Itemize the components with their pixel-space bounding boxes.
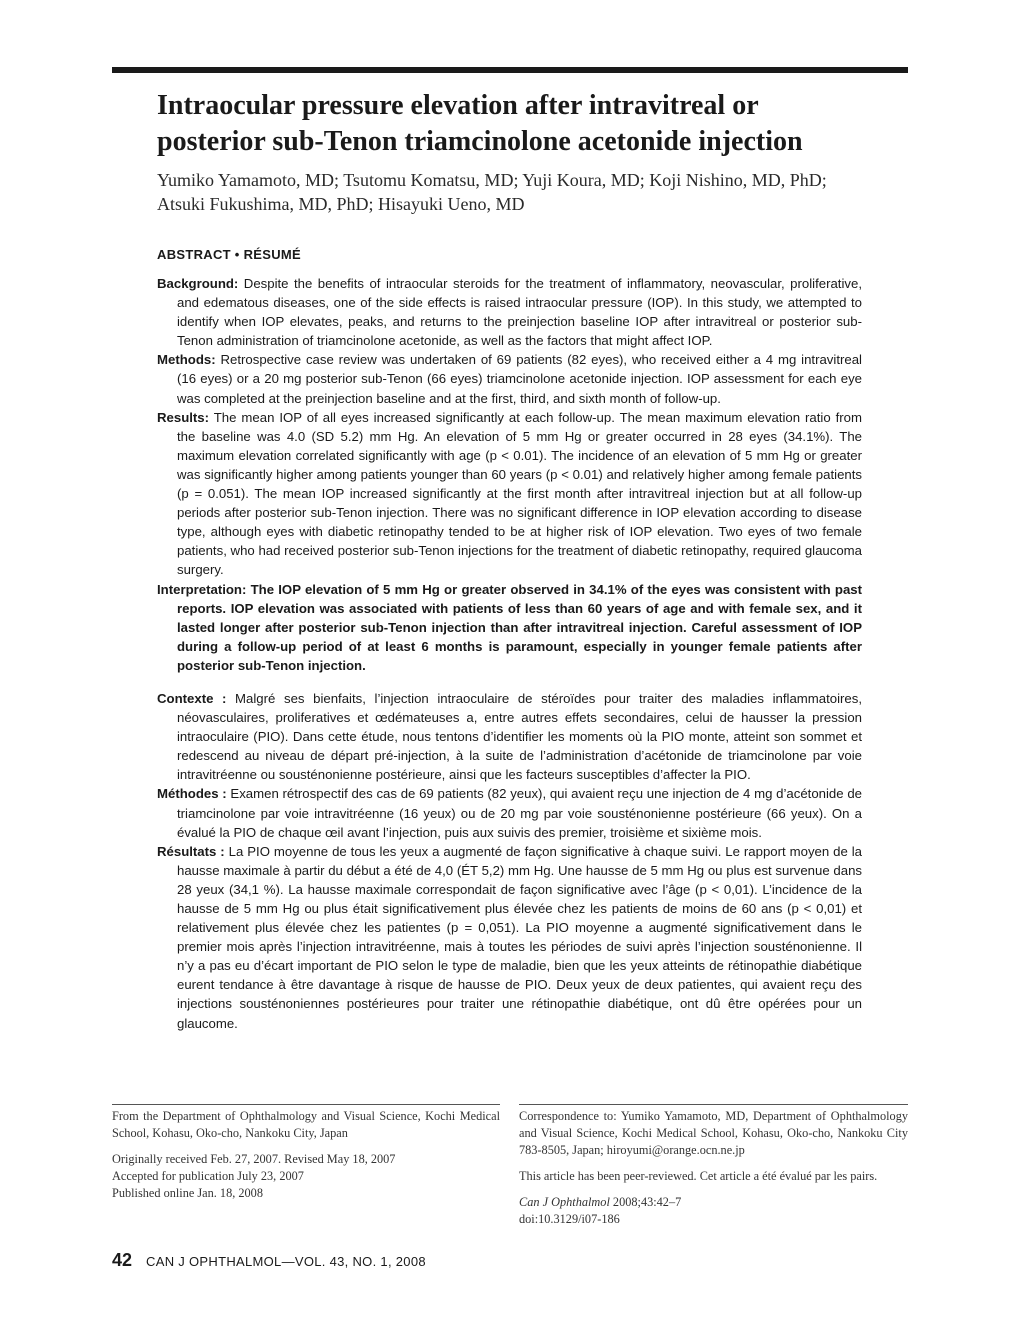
citation-journal: Can J Ophthalmol <box>519 1195 610 1209</box>
peer-review-note: This article has been peer-reviewed. Cet article a été évalué par les pairs. <box>519 1169 878 1183</box>
page-number: 42 <box>112 1250 133 1270</box>
footnotes-left <box>112 1108 500 1202</box>
section-text: The IOP elevation of 5 mm Hg or greater observed in 34.1% of the eyes was consistent with past reports. IOP elevation was associated with patients of less than 60 years of age and with female sex, and it lasted longer after posterior sub-Tenon injection than after intravitreal injection. Careful assessment of IOP during a follow-up period of at least 6 months is paramount, especially in younger female patients after posterior sub-Tenon injection. <box>177 581 862 673</box>
section-label: Background: <box>157 276 239 291</box>
accepted-date: Accepted for publication July 23, 2007 <box>112 1169 304 1183</box>
title-line: posterior sub-Tenon triamcinolone acetonide injection <box>157 126 803 157</box>
footnote-rule <box>112 1104 500 1105</box>
author-line: Atsuki Fukushima, MD, PhD; Hisayuki Ueno, MD <box>157 194 525 214</box>
received-date: Originally received Feb. 27, 2007. Revised May 18, 2007 <box>112 1152 396 1166</box>
section-label: Contexte : <box>157 690 227 706</box>
doi-link[interactable]: doi:10.3129/i07-186 <box>519 1212 620 1226</box>
abstract-body <box>157 274 862 1033</box>
author-line: Yumiko Yamamoto, MD; Tsutomu Komatsu, MD; Yuji Koura, MD; Koji Nishino, MD, PhD; <box>157 170 827 190</box>
article-title <box>157 88 897 160</box>
published-date: Published online Jan. 18, 2008 <box>112 1186 263 1200</box>
journal-volume: CAN J OPHTHALMOL—VOL. 43, NO. 1, 2008 <box>146 1254 426 1269</box>
running-footer <box>112 1250 426 1271</box>
footnotes-right <box>519 1108 908 1228</box>
abstract-methods <box>157 350 862 407</box>
abstract-interpretation <box>157 580 862 675</box>
section-text: Retrospective case review was undertaken of 69 patients (82 eyes), who received either a 4 mg intravitreal (16 eyes) or a 20 mg posterior sub-Tenon (66 eyes) triamcinolone acetonide injection. IOP assessment for each eye was completed at the preinjection baseline and at the first, third, and sixth month of follow-up. <box>177 352 862 406</box>
resume-methodes <box>157 784 862 841</box>
correspondence-note: Correspondence to: Yumiko Yamamoto, MD, Department of Ophthalmology and Visual Science, Kochi Medical School, Kohasu, Oko-cho, Nankoku City 783-8505, Japan; hiroyumi@orange.ocn.ne.jp <box>519 1109 908 1157</box>
abstract-heading: ABSTRACT • RÉSUMÉ <box>157 247 301 262</box>
section-label: Results: <box>157 409 210 425</box>
section-label: Méthodes : <box>157 786 227 802</box>
section-text: Malgré ses bienfaits, l’injection intraoculaire de stéroïdes pour traiter des maladies inflammatoires, néovasculaires, proliferatives et œdémateuses a, entre autres effets secondaires, celui de hausser la pression intraoculaire (PIO). Dans cette étude, nous tentons d’identifier les moments où la PIO monte, atteint son sommet et redescend au niveau de départ pré-injection, à la suite de l’administration d’acétonide de triamcinolone par voie intravitréenne ou sousténonienne postérieure, ainsi que les facteurs susceptibles d’affecter la PIO. <box>177 690 862 783</box>
section-label: Methods: <box>157 352 216 368</box>
citation-ref: 2008;43:42–7 <box>609 1195 682 1209</box>
top-rule <box>112 67 908 73</box>
footnote-rule <box>519 1104 908 1105</box>
section-text: The mean IOP of all eyes increased significantly at each follow-up. The mean maximum elevation ratio from the baseline was 4.0 (SD 5.2) mm Hg. An elevation of 5 mm Hg or greater occurred in 28 eyes (34.1%). The maximum elevation correlated significantly with age (p < 0.01). The incidence of an elevation of 5 mm Hg or greater was significantly higher among patients younger than 60 years (p < 0.01) and relatively higher among female patients (p = 0.051). The mean IOP increased significantly at the first month after intravitreal injection but at all follow-up periods after posterior sub-Tenon injection. There was no significant difference in IOP elevation according to disease type, although eyes with diabetic retinopathy tended to be at higher risk of IOP elevation. Two eyes of two female patients, who had received posterior sub-Tenon injections for the treatment of diabetic retinopathy, required glaucoma surgery. <box>177 409 862 578</box>
section-label: Résultats : <box>157 843 225 859</box>
citation <box>519 1194 908 1211</box>
abstract-results <box>157 408 862 580</box>
section-label: Interpretation: <box>157 581 247 597</box>
section-text: Despite the benefits of intraocular steroids for the treatment of inflammatory, neovascular, proliferative, and edematous diseases, one of the side effects is raised intraocular pressure (IOP). In this study, we attempted to identify when IOP elevates, peaks, and returns to the preinjection baseline IOP after intravitreal or posterior sub-Tenon administration of triamcinolone acetonide, as well as the factors that might affect IOP. <box>177 276 862 349</box>
resume-resultats <box>157 842 862 1033</box>
resume-contexte <box>157 689 862 784</box>
title-line: Intraocular pressure elevation after intravitreal or <box>157 90 759 121</box>
author-list <box>157 168 897 216</box>
section-text: La PIO moyenne de tous les yeux a augmenté de façon significative à chaque suivi. Le rapport moyen de la hausse maximale à partir du début a été de 4,0 (ÉT 5,2) mm Hg. Une hausse de 5 mm Hg ou plus est survenue dans 28 yeux (34,1 %). La hausse maximale correspondait de façon significative avec l’âge (p < 0,01). L’incidence de la hausse de 5 mm Hg ou plus était significativement plus élevée chez les patients de moins de 60 ans (p < 0,01) et relativement plus élevée chez les patientes (p = 0,051). La PIO moyenne a augmenté significativement dans le premier mois après l’injection intravitréenne, mais à toutes les périodes de suivi après l’injection sousténonienne. Il n’y a pas eu d’écart important de PIO selon le type de maladie, bien que les yeux atteints de rétinopathie diabétique eurent tendance à être davantage à risque de hausse de PIO. Deux yeux de deux patientes, qui avaient reçu des injections sousténoniennes postérieures pour traiter une rétinopathie diabétique, ont dû être opérées pour un glaucome. <box>177 843 863 1031</box>
affiliation-note: From the Department of Ophthalmology and Visual Science, Kochi Medical School, Kohasu, Oko-cho, Nankoku City, Japan <box>112 1109 500 1140</box>
abstract-background <box>157 274 862 350</box>
section-text: Examen rétrospectif des cas de 69 patients (82 yeux), qui avaient reçu une injection de 4 mg d’acétonide de triamcinolone par voie intravitréenne (16 yeux) ou de 20 mg par voie sousténonienne postérieure (66 yeux). On a évalué la PIO de chaque œil avant l’injection, puis aux suivis des premier, troisième et sixième mois. <box>177 786 862 840</box>
